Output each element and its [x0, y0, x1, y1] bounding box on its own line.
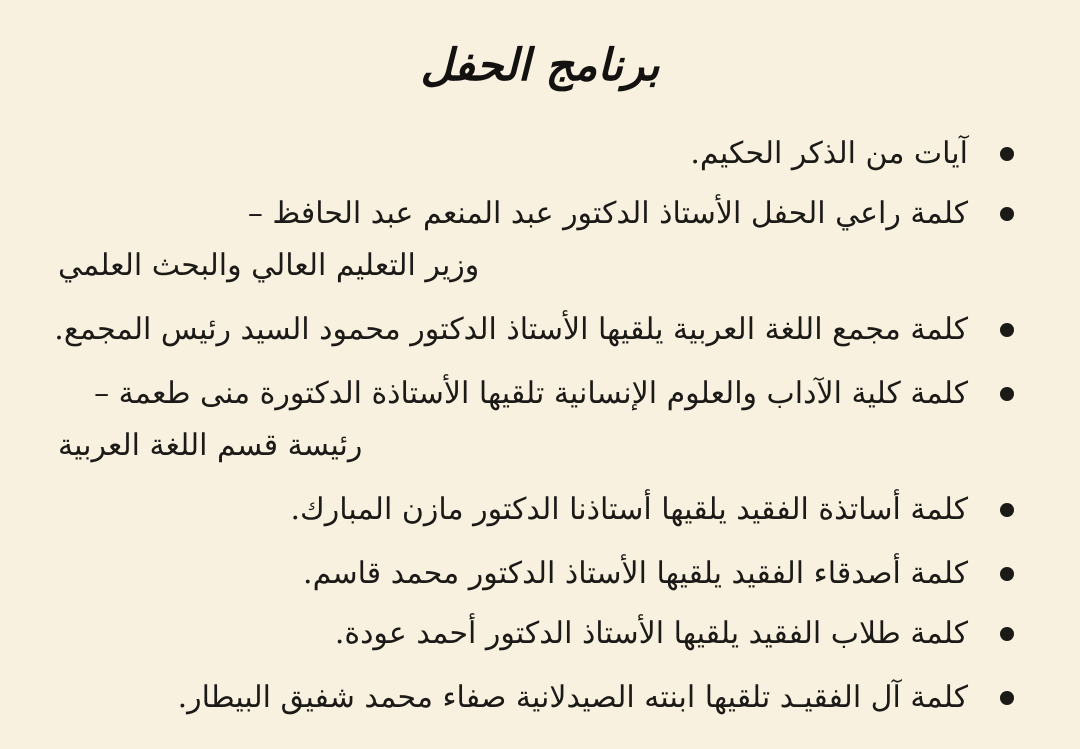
program-title: برنامج الحفل [420, 40, 660, 91]
bullet-icon [1000, 147, 1014, 161]
program-item-line: كلمة كلية الآداب والعلوم الإنسانية تلقيها الأستاذة الدكتورة منى طعمة – [94, 376, 968, 411]
program-item-2 [58, 188, 1020, 292]
program-item-line: كلمة أساتذة الفقيد يلقيها أستاذنا الدكتور مازن المبارك. [290, 492, 968, 527]
program-item-6 [58, 548, 1020, 600]
program-item-line: آيات من الذكر الحكيم. [690, 136, 968, 171]
program-item-5 [58, 484, 1020, 536]
program-item-1 [58, 128, 1020, 180]
program-item-continuation [58, 420, 1020, 472]
program-item-line: كلمة طلاب الفقيد يلقيها الأستاذ الدكتور أحمد عودة. [334, 616, 968, 651]
bullet-icon [1000, 323, 1014, 337]
bullet-icon [1000, 691, 1014, 705]
program-item-line: كلمة مجمع اللغة العربية يلقيها الأستاذ الدكتور محمود السيد رئيس المجمع. [54, 312, 968, 347]
program-item-line: كلمة آل الفقيـد تلقيها ابنته الصيدلانية صفاء محمد شفيق البيطار. [177, 680, 968, 715]
program-list [54, 128, 1020, 724]
program-item-3 [54, 304, 1020, 356]
bullet-icon [1000, 627, 1014, 641]
program-item-line: وزير التعليم العالي والبحث العلمي [58, 248, 480, 283]
program-item-4 [58, 368, 1020, 472]
bullet-icon [1000, 567, 1014, 581]
program-item-8 [58, 672, 1020, 724]
program-item-line: كلمة راعي الحفل الأستاذ الدكتور عبد المنعم عبد الحافظ – [247, 196, 968, 231]
program-item-continuation [58, 240, 1020, 292]
program-item-line: رئيسة قسم اللغة العربية [58, 428, 363, 463]
bullet-icon [1000, 207, 1014, 221]
bullet-icon [1000, 387, 1014, 401]
bullet-icon [1000, 503, 1014, 517]
program-item-line: كلمة أصدقاء الفقيد يلقيها الأستاذ الدكتور محمد قاسم. [303, 556, 968, 591]
program-item-7 [58, 608, 1020, 660]
